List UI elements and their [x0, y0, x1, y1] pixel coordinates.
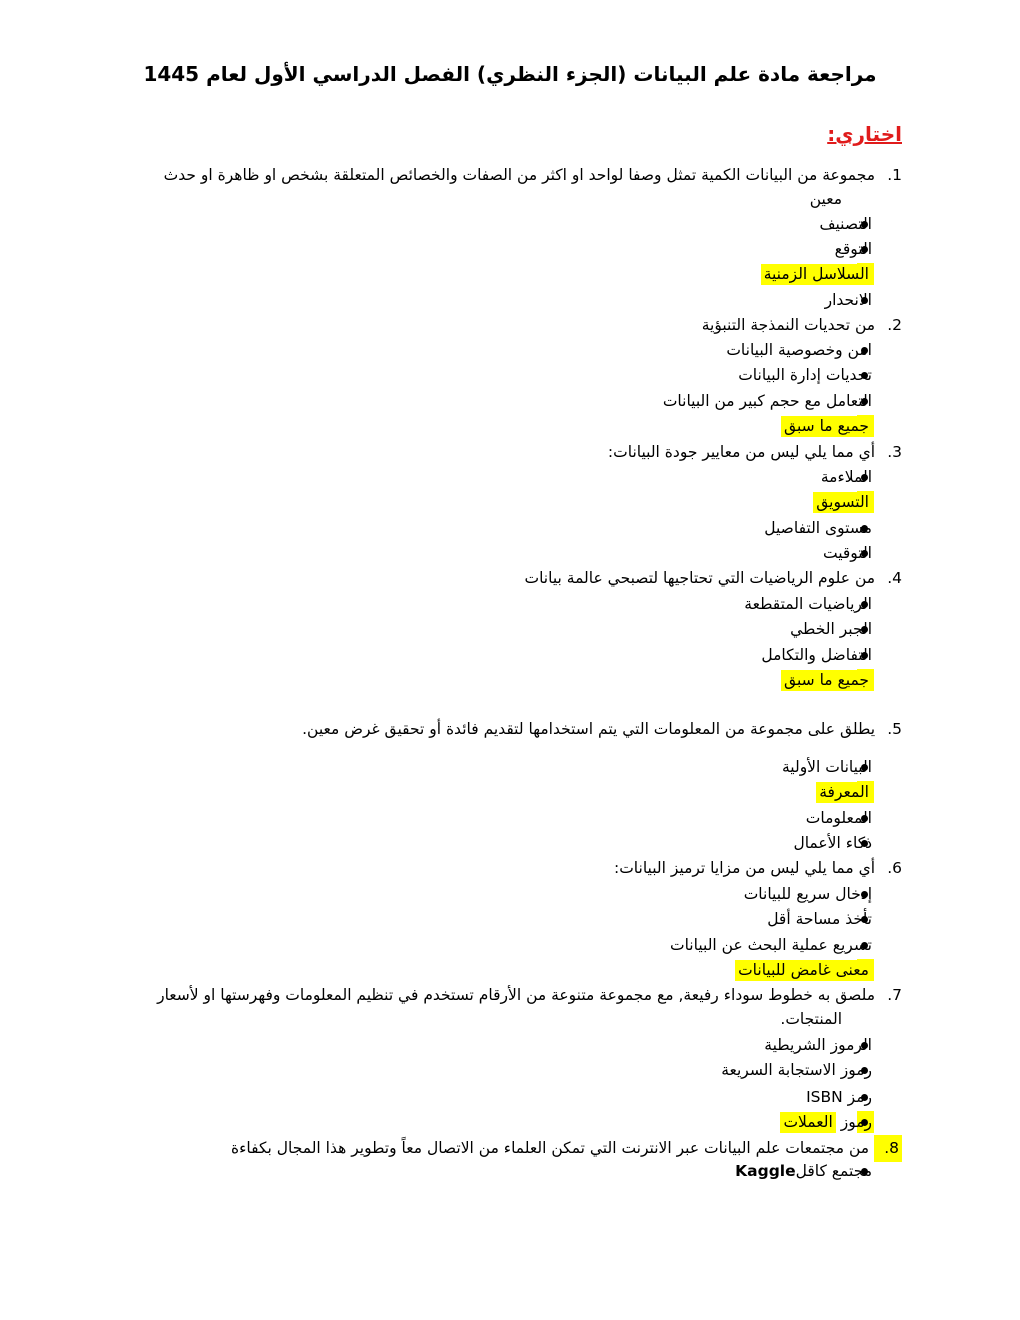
question-text-continued: معين — [809, 190, 842, 208]
question-2 — [120, 313, 902, 337]
option — [821, 465, 872, 489]
option-text-highlighted: العملات — [780, 1112, 835, 1133]
option-text: المعلومات — [805, 809, 872, 827]
option — [738, 363, 872, 387]
question-4 — [120, 566, 902, 590]
section-heading: اختاري: — [827, 122, 902, 146]
option — [744, 592, 872, 616]
option — [793, 831, 872, 855]
question-text: من تحديات النمذجة التنبؤية — [701, 316, 876, 334]
option — [819, 212, 872, 236]
option-text: ذكاء الأعمال — [793, 834, 872, 852]
option-text: المعرفة — [816, 782, 872, 803]
option-text: رموز — [840, 1113, 872, 1131]
question-number: 2. — [887, 316, 902, 334]
question-6 — [120, 856, 902, 880]
option — [767, 907, 872, 931]
question-text: يطلق على مجموعة من المعلومات التي يتم استخدامها لتقديم فائدة أو تحقيق غرض معين. — [302, 720, 876, 738]
question-text: من علوم الرياضيات التي تحتاجيها لتصبحي عالمة بيانات — [524, 569, 876, 587]
question-text-continued: المنتجات. — [780, 1010, 842, 1028]
option-text: إدخال سريع للبيانات — [743, 885, 872, 903]
option-text: البيانات الأولية — [781, 758, 872, 776]
option-text: السلاسل الزمنية — [761, 264, 872, 285]
question-text: من مجتمعات علم البيانات عبر الانترنت التي تمكن العلماء من الاتصال معاً وتطوير هذا المجال بكفاءة — [230, 1139, 870, 1157]
option — [721, 1058, 872, 1082]
option-text: امن وخصوصية البيانات — [726, 341, 872, 359]
question-text: أي مما يلي ليس من معايير جودة البيانات: — [607, 443, 876, 461]
option-text: التفاضل والتكامل — [761, 646, 872, 664]
question-3 — [120, 440, 902, 464]
question-number: 3. — [887, 443, 902, 461]
option-text: تحديات إدارة البيانات — [738, 366, 872, 384]
option-text: رمز ISBN — [806, 1088, 872, 1106]
option-text: التعامل مع حجم كبير من البيانات — [662, 392, 872, 410]
option — [806, 806, 872, 830]
option-correct — [816, 780, 872, 804]
option-text: التوقيت — [822, 544, 872, 562]
option-text: معنى غامض للبيانات — [735, 960, 872, 981]
option — [761, 643, 872, 667]
option-text: الانحدار — [824, 291, 872, 309]
option — [670, 933, 872, 957]
question-number: 8. — [874, 1135, 902, 1162]
page-title: مراجعة مادة علم البيانات (الجزء النظري) الفصل الدراسي الأول لعام 1445 — [143, 62, 877, 86]
option-text: التوقع — [834, 240, 872, 258]
question-number: 4. — [887, 569, 902, 587]
question-5 — [120, 717, 902, 741]
option-correct — [735, 958, 872, 982]
option — [764, 516, 872, 540]
question-number: 6. — [887, 859, 902, 877]
option — [782, 755, 872, 779]
option-text: جميع ما سبق — [781, 670, 872, 691]
option-text: التصنيف — [819, 215, 872, 233]
option — [735, 1159, 872, 1183]
question-1 — [120, 163, 902, 211]
option-text: الجبر الخطي — [790, 620, 872, 638]
option-correct — [813, 490, 872, 514]
option — [764, 1033, 872, 1057]
option — [825, 288, 872, 312]
question-number: 7. — [887, 986, 902, 1004]
option-text: الملاءمة — [820, 468, 872, 486]
option-text: الرياضيات المتقطعة — [744, 595, 872, 613]
option-correct — [761, 262, 872, 286]
option-text: تأخذ مساحة أقل — [767, 910, 872, 928]
question-7 — [120, 983, 902, 1031]
question-text: أي مما يلي ليس من مزايا ترميز البيانات: — [613, 859, 876, 877]
option-correct — [781, 414, 872, 438]
question-text: ملصق به خطوط سوداء رفيعة, مع مجموعة متنوعة من الأرقام تستخدم في تنظيم المعلومات وفهرستها او لأسعار — [157, 986, 876, 1004]
option-correct — [781, 668, 872, 692]
option-text: جميع ما سبق — [781, 416, 872, 437]
option-text: مجتمع كاقل — [795, 1162, 872, 1180]
question-number: 5. — [887, 720, 902, 738]
option-text: تسريع عملية البحث عن البيانات — [669, 936, 872, 954]
question-number: 1. — [887, 166, 902, 184]
question-8 — [120, 1135, 902, 1162]
option-text-bold: Kaggle — [735, 1162, 796, 1180]
option — [790, 617, 872, 641]
option-correct — [780, 1110, 872, 1134]
option-text: الرموز الشريطية — [764, 1036, 872, 1054]
option-text: التسويق — [813, 492, 872, 513]
option — [823, 541, 872, 565]
option — [744, 882, 872, 906]
option — [835, 237, 872, 261]
option-text: رموز الاستجابة السريعة — [721, 1061, 872, 1079]
option-text: مستوى التفاصيل — [764, 519, 872, 537]
option — [806, 1085, 872, 1109]
option — [663, 389, 872, 413]
question-text: مجموعة من البيانات الكمية تمثل وصفا لواحد او اكثر من الصفات والخصائص المتعلقة بشخص او ظاهرة او حدث — [163, 166, 876, 184]
option — [726, 338, 872, 362]
